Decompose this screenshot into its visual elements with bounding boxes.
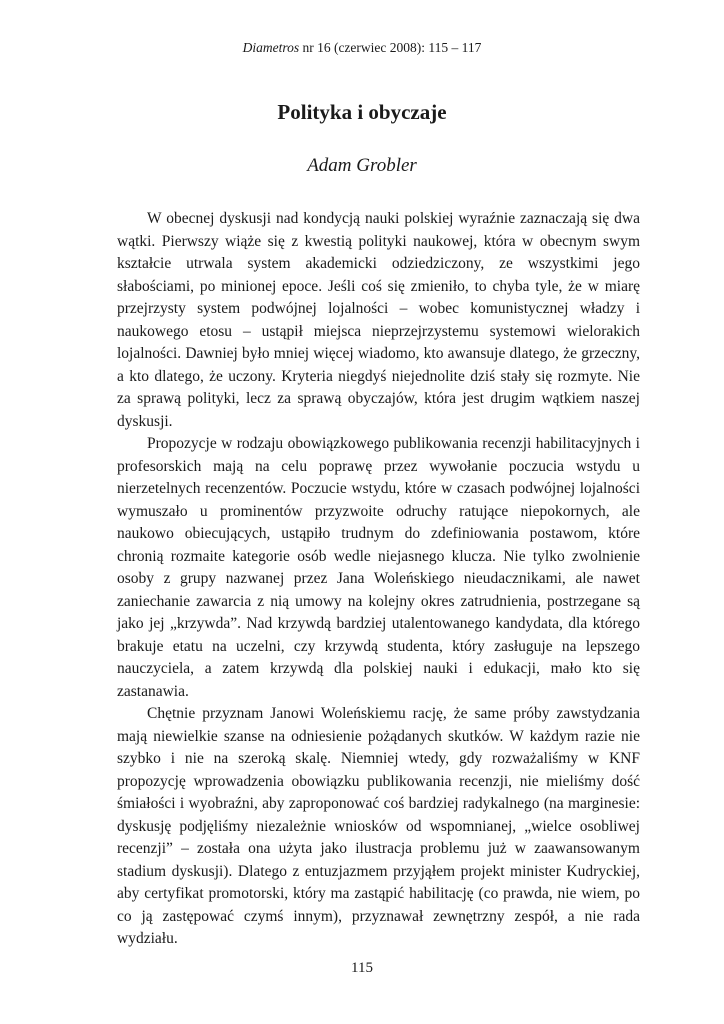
paragraph-2: Propozycje w rodzaju obowiązkowego publikowania recenzji habilitacyjnych i profesorskich mają na celu poprawę przez wywołanie poczucia wstydu u nierzetelnych recenzentów. Poczucie wstydu, które w czasach podwójnej lojalności wymuszało u prominentów przyzwoite odruchy ratujące niepokornych, ale naukowo obiecujących, ustąpiło trudnym do zdefiniowania postawom, które chronią rozmaite kategorie osób wedle niejasnego klucza. Nie tylko zwolnienie osoby z grupy nazwanej przez Jana Woleńskiego nieudacznikami, ale nawet zaniechanie zawarcia z nią umowy na kolejny okres zatrudnienia, postrzegane są jako jej „krzywda”. Nad krzywdą bardziej utalentowanego kandydata, dla którego brakuje etatu na uczelni, czy krzywdą studenta, który zasługuje na lepszego nauczyciela, a zatem krzywdą dla polskiej nauki i edukacji, mało kto się zastanawia. bbox=[117, 435, 640, 700]
running-header bbox=[0, 40, 724, 56]
article-author: Adam Grobler bbox=[307, 155, 417, 176]
page-number: 115 bbox=[351, 960, 373, 976]
article-title: Polityka i obyczaje bbox=[277, 100, 447, 124]
paragraph-3: Chętnie przyznam Janowi Woleńskiemu rację, że same próby zawstydzania mają niewielkie szanse na odniesienie pożądanych skutków. W każdym razie nie szybko i nie na szeroką skalę. Niemniej wtedy, gdy rozważaliśmy w KNF propozycję wprowadzenia obowiązku publikowania recenzji, nie mieliśmy dość śmiałości i wyobraźni, aby zaproponować coś bardziej radykalnego (na marginesie: dyskusję podjęliśmy niezależnie wniosków od wspomnianej, „wielce osobliwej recenzji” – została ona użyta jako ilustracja problemu już w zaawansowanym stadium dyskusji). Dlatego z entuzjazmem przyjąłem projekt minister Kudryckiej, aby certyfikat promotorski, który ma zastąpić habilitację (co prawda, nie wiem, po co ją zastępować czymś innym), przyznawał zewnętrzny zespół, a nie rada wydziału. bbox=[117, 705, 640, 947]
issue-info: nr 16 (czerwiec 2008): 115 – 117 bbox=[299, 40, 482, 55]
article-body bbox=[117, 208, 640, 951]
journal-name: Diametros bbox=[242, 40, 300, 55]
paragraph-1: W obecnej dyskusji nad kondycją nauki polskiej wyraźnie zaznaczają się dwa wątki. Pierwszy wiąże się z kwestią polityki naukowej, która w obecnym swym kształcie utrwala system akademicki odziedziczony, ze wszystkimi jego słabościami, po minionej epoce. Jeśli coś się zmieniło, to chyba tyle, że w miarę przejrzysty system podwójnej lojalności – wobec komunistycznej władzy i naukowego etosu – ustąpił miejsca nieprzejrzystemu systemowi wielorakich lojalności. Dawniej było mniej więcej wiadomo, kto awansuje dlatego, że grzeczny, a kto dlatego, że uczony. Kryteria niegdyś niejednolite dziś stały się rozmyte. Nie za sprawą polityki, lecz za sprawą obyczajów, która jest drugim wątkiem naszej dyskusji. bbox=[117, 210, 640, 430]
